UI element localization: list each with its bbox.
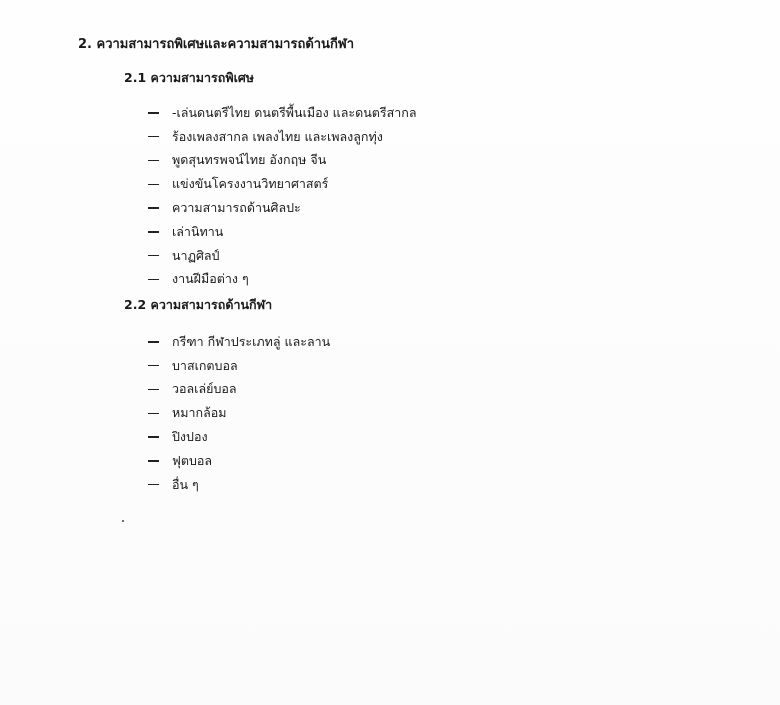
list-item-text: เล่านิทาน <box>172 223 224 239</box>
list-item <box>148 125 416 149</box>
list-item-text: วอลเล่ย์บอล <box>172 381 237 397</box>
dash-bullet-icon <box>148 436 159 437</box>
list-item-text: พูดสุนทรพจน์ไทย อังกฤษ จีน <box>172 152 327 168</box>
list-item <box>148 401 330 425</box>
sports-abilities-list <box>148 330 330 497</box>
list-item-text: นาฏศิลป์ <box>172 247 220 263</box>
list-item-text: อื่น ๆ <box>172 476 199 492</box>
list-item-text: บาสเกตบอล <box>172 357 238 373</box>
special-abilities-list <box>148 101 416 291</box>
list-item-text: แข่งขันโครงงานวิทยาศาสตร์ <box>172 176 329 192</box>
dash-bullet-icon <box>148 255 159 256</box>
list-item-text: งานฝีมือต่าง ๆ <box>172 271 249 287</box>
list-item <box>148 172 416 196</box>
dash-bullet-icon <box>148 460 159 461</box>
dash-bullet-icon <box>148 136 159 137</box>
scan-speck <box>122 520 124 522</box>
list-item <box>148 196 416 220</box>
list-item-text: -เล่นดนตรีไทย ดนตรีพื้นเมือง และดนตรีสากล <box>172 104 417 120</box>
list-item-text: หมากล้อม <box>172 405 227 421</box>
list-item-text: ความสามารถด้านศิลปะ <box>172 200 301 216</box>
list-item <box>148 473 330 497</box>
section-heading: 2. ความสามารถพิเศษและความสามารถด้านกีฬา <box>78 37 355 52</box>
special-abilities-heading: 2.1 ความสามารถพิเศษ <box>124 70 255 85</box>
dash-bullet-icon <box>148 112 159 113</box>
list-item <box>148 220 416 244</box>
list-item-text: ปิงปอง <box>172 429 208 445</box>
list-item <box>148 378 330 402</box>
list-item <box>148 101 416 125</box>
dash-bullet-icon <box>148 413 159 414</box>
list-item <box>148 268 416 292</box>
dash-bullet-icon <box>148 207 159 208</box>
list-item <box>148 244 416 268</box>
list-item <box>148 449 330 473</box>
dash-bullet-icon <box>148 184 159 185</box>
dash-bullet-icon <box>148 484 159 485</box>
sports-abilities-heading: 2.2 ความสามารถด้านกีฬา <box>124 297 273 312</box>
list-item-text: กรีฑา กีฬาประเภทลู่ และลาน <box>172 333 331 349</box>
list-item <box>148 354 330 378</box>
list-item <box>148 425 330 449</box>
list-item-text: ร้องเพลงสากล เพลงไทย และเพลงลูกทุ่ง <box>172 128 383 144</box>
dash-bullet-icon <box>148 231 159 232</box>
dash-bullet-icon <box>148 279 159 280</box>
dash-bullet-icon <box>148 389 159 390</box>
dash-bullet-icon <box>148 365 159 366</box>
dash-bullet-icon <box>148 160 159 161</box>
list-item <box>148 149 416 173</box>
list-item-text: ฟุตบอล <box>172 452 213 468</box>
list-item <box>148 330 330 354</box>
dash-bullet-icon <box>148 341 159 342</box>
